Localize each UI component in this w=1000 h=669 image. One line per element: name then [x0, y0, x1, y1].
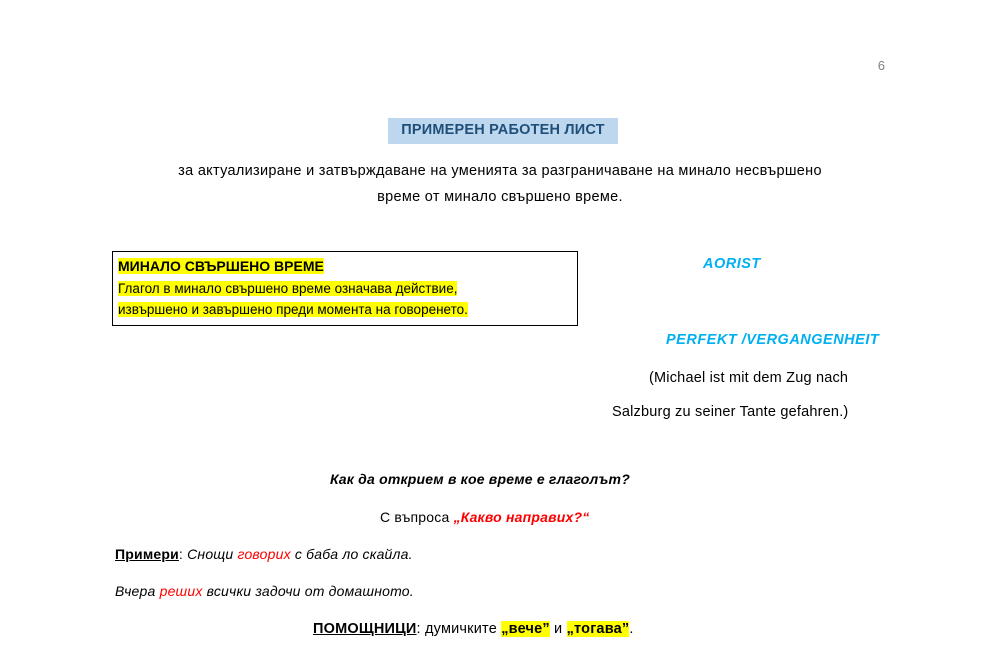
examples-colon: :: [178, 546, 184, 562]
subtitle-line-1: за актуализиране и затвърждаване на умениятa за разграничаване на минало несвършено: [178, 163, 822, 179]
helpers-conjunction: и: [549, 621, 567, 637]
example-2-before: Вчера: [115, 583, 160, 599]
helpers-label: ПОМОЩНИЦИ: [313, 621, 417, 637]
definition-body: [118, 278, 572, 320]
example-1-before: Снощи: [183, 546, 238, 562]
helpers-colon: : думичките: [416, 621, 502, 637]
german-example-line-2: Salzburg zu seiner Tante gefahren.): [612, 404, 849, 420]
helpers-end: .: [629, 621, 634, 637]
example-2-verb: реших: [159, 583, 203, 599]
german-example-line-1: (Michael ist mit dem Zug nach: [649, 370, 849, 386]
example-1-verb: говорих: [237, 546, 291, 562]
examples-line-1: [115, 546, 413, 562]
answer-line: [380, 509, 589, 525]
page-subtitle: [130, 158, 870, 210]
term-perfekt: PERFEKT /VERGANGENHEIT: [666, 332, 880, 348]
example-2-after: всички задочи от домашното.: [202, 583, 414, 599]
definition-line-1: Глагол в минало свършено време означава действие,: [118, 281, 458, 296]
helper-word-2: „тогава”: [566, 621, 630, 637]
page-title: ПРИМЕРЕН РАБОТЕН ЛИСТ: [388, 118, 618, 144]
definition-heading: МИНАЛО СВЪРШЕНО ВРЕМЕ: [118, 258, 324, 274]
examples-line-2: [115, 583, 414, 599]
question-line: Как да открием в кое време е глаголът?: [330, 471, 630, 487]
helpers-line: [313, 621, 634, 637]
definition-heading-row: [118, 256, 572, 277]
examples-label: Примери: [115, 546, 179, 562]
term-aorist: AORIST: [703, 256, 761, 272]
answer-prefix: С въпроса: [380, 509, 454, 525]
page-number: 6: [877, 58, 885, 73]
definition-line-2: извършено и завършено преди момента на говоренето.: [118, 302, 468, 317]
helper-word-1: „вече”: [501, 621, 550, 637]
answer-quoted: „Какво направих?“: [453, 509, 590, 525]
subtitle-line-2: време от минало свършено време.: [377, 189, 623, 205]
example-1-after: с баба ло скайла.: [290, 546, 413, 562]
definition-box: [112, 251, 578, 326]
